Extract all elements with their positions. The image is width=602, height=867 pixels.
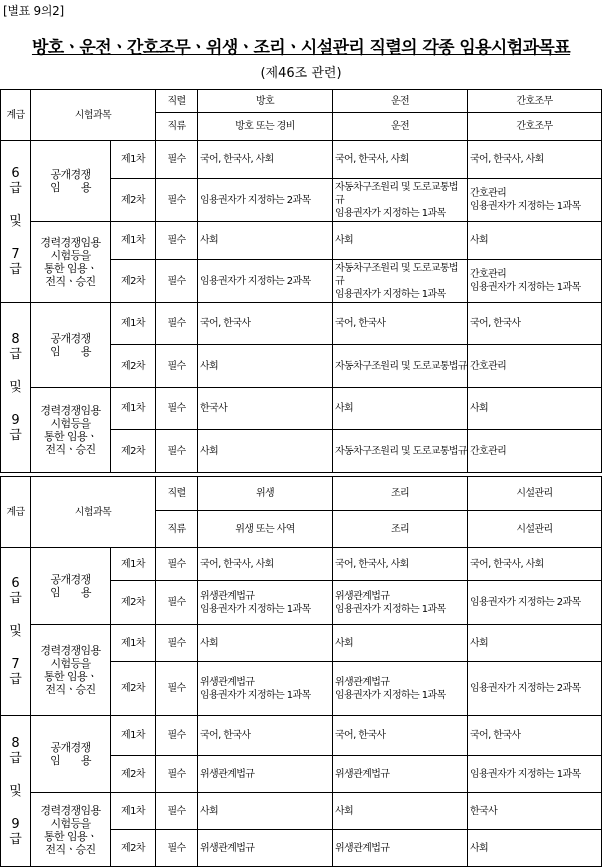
subject-cell: 국어, 한국사, 사회 <box>468 548 602 581</box>
selection-text: 전직ㆍ승진 <box>45 443 96 456</box>
grade-text: 및 <box>9 214 22 229</box>
subject-cell: 국어, 한국사, 사회 <box>198 548 333 581</box>
grade-text: 및 <box>9 783 22 799</box>
subject-cell: 자동차구조원리 및 도로교통법규 <box>333 345 468 388</box>
round-cell: 제2차 <box>111 830 156 867</box>
selection-text: 시험등을 <box>50 417 91 430</box>
subject-line: 임용권자가 지정하는 1과목 <box>470 282 581 293</box>
selection-text: 경력경쟁임용 <box>40 644 101 657</box>
round-cell: 제1차 <box>111 141 156 179</box>
selection-text: 경력경쟁임용 <box>40 404 101 417</box>
subject-cell: 국어, 한국사, 사회 <box>198 141 333 179</box>
round-cell: 제1차 <box>111 222 156 260</box>
career-competition-cell <box>31 388 111 473</box>
subject-line: 임용권자가 지정하는 1과목 <box>335 288 446 300</box>
series-header: 직렬 <box>156 90 198 113</box>
required-cell: 필수 <box>156 830 198 867</box>
subject-line: 간호관리 <box>470 188 507 199</box>
subject-cell <box>198 260 333 303</box>
subject-cell <box>333 581 468 625</box>
grade-text: 급 <box>9 428 22 443</box>
subject-cell: 위생관계법규 <box>333 830 468 867</box>
category-cell: 시설관리 <box>468 511 602 548</box>
round-cell: 제1차 <box>111 548 156 581</box>
round-cell: 제1차 <box>111 625 156 662</box>
subject-cell: 사회 <box>333 625 468 662</box>
subject-line: 위생관계법규 <box>335 590 390 602</box>
grade-cell-8-9 <box>1 716 31 867</box>
grade-text: 급 <box>9 347 22 362</box>
subject-cell: 국어, 한국사 <box>198 303 333 345</box>
selection-text: 전직ㆍ승진 <box>45 842 96 856</box>
open-competition-cell <box>31 303 111 388</box>
grade-text: 9 <box>11 816 20 832</box>
selection-text: 임 용 <box>50 181 91 194</box>
grade-text: 8 <box>11 735 20 751</box>
subject-cell <box>333 260 468 303</box>
subject-cell: 위생관계법규 <box>198 756 333 793</box>
subject-cell <box>468 581 602 625</box>
required-cell: 필수 <box>156 662 198 716</box>
grade-text: 급 <box>9 262 22 277</box>
subject-line: 임용권자가 지정하는 2과목 <box>470 683 581 694</box>
selection-text: 임 용 <box>50 345 91 358</box>
exam-subjects-table-2 <box>0 476 602 867</box>
selection-text: 공개경쟁 <box>50 168 91 181</box>
subject-line: 임용권자가 지정하는 1과목 <box>200 603 311 615</box>
open-competition-cell <box>31 548 111 625</box>
required-cell: 필수 <box>156 141 198 179</box>
selection-text: 임 용 <box>50 754 91 767</box>
grade-text: 급 <box>9 181 22 196</box>
subject-cell: 국어, 한국사, 사회 <box>333 548 468 581</box>
grade-text: 9 <box>11 413 20 428</box>
subject-cell <box>198 662 333 716</box>
subject-cell <box>468 662 602 716</box>
page-title: 방호ㆍ운전ㆍ간호조무ㆍ위생ㆍ조리ㆍ시설관리 직렬의 각종 임용시험과목표 <box>31 38 571 58</box>
round-cell: 제1차 <box>111 303 156 345</box>
subject-cell: 사회 <box>333 388 468 430</box>
subject-line: 자동차구조원리 및 도로교통법규 <box>335 181 458 206</box>
grade-header: 계급 <box>1 90 31 141</box>
grade-text: 7 <box>11 657 20 672</box>
grade-text: 7 <box>11 247 20 262</box>
grade-text: 급 <box>9 750 22 766</box>
subject-cell: 국어, 한국사 <box>198 716 333 756</box>
required-cell: 필수 <box>156 260 198 303</box>
selection-text: 공개경쟁 <box>50 573 91 586</box>
grade-text: 급 <box>9 591 22 606</box>
selection-text: 공개경쟁 <box>50 332 91 345</box>
required-cell: 필수 <box>156 430 198 473</box>
subject-cell: 한국사 <box>468 793 602 830</box>
subject-cell: 한국사 <box>198 388 333 430</box>
selection-text: 임 용 <box>50 586 91 599</box>
selection-text: 통한 임용ㆍ <box>43 829 98 843</box>
round-cell: 제2차 <box>111 581 156 625</box>
annex-reference: [별표 9의2] <box>3 4 64 18</box>
required-cell: 필수 <box>156 581 198 625</box>
grade-cell-6-7 <box>1 548 31 716</box>
subject-cell: 사회 <box>468 625 602 662</box>
subject-cell <box>198 581 333 625</box>
round-cell: 제1차 <box>111 716 156 756</box>
subject-cell: 국어, 한국사 <box>333 303 468 345</box>
series-cell: 방호 <box>198 90 333 113</box>
round-cell: 제2차 <box>111 756 156 793</box>
required-cell: 필수 <box>156 716 198 756</box>
selection-text: 통한 임용ㆍ <box>43 430 98 443</box>
grade-text: 급 <box>9 672 22 687</box>
subjects-header: 시험과목 <box>31 90 156 141</box>
selection-text: 시험등을 <box>50 249 91 262</box>
series-cell: 간호조무 <box>468 90 602 113</box>
series-cell: 운전 <box>333 90 468 113</box>
subject-cell <box>333 179 468 222</box>
required-cell: 필수 <box>156 756 198 793</box>
round-cell: 제2차 <box>111 345 156 388</box>
selection-text: 통한 임용ㆍ <box>43 670 98 683</box>
subject-cell <box>198 179 333 222</box>
subject-line: 임용권자가 지정하는 2과목 <box>200 275 311 287</box>
subject-line: 임용권자가 지정하는 1과목 <box>200 689 311 701</box>
subject-line: 위생관계법규 <box>335 676 390 688</box>
subject-cell: 사회 <box>198 222 333 260</box>
subject-line: 위생관계법규 <box>200 590 255 602</box>
grade-text: 6 <box>11 576 20 591</box>
career-competition-cell <box>31 793 111 867</box>
open-competition-cell <box>31 141 111 222</box>
subject-line: 위생관계법규 <box>200 676 255 688</box>
subject-cell <box>468 260 602 303</box>
subject-cell: 국어, 한국사, 사회 <box>468 141 602 179</box>
subject-cell: 사회 <box>333 222 468 260</box>
selection-text: 경력경쟁임용 <box>40 803 101 817</box>
subject-cell: 위생관계법규 <box>198 830 333 867</box>
required-cell: 필수 <box>156 793 198 830</box>
career-competition-cell <box>31 222 111 303</box>
grade-cell-8-9 <box>1 303 31 473</box>
subject-cell: 사회 <box>198 793 333 830</box>
subject-cell: 국어, 한국사 <box>468 716 602 756</box>
subject-line: 자동차구조원리 및 도로교통법규 <box>335 262 458 287</box>
grade-text: 및 <box>9 380 22 395</box>
selection-text: 경력경쟁임용 <box>40 236 101 249</box>
subjects-header: 시험과목 <box>31 477 156 548</box>
grade-text: 및 <box>9 624 22 639</box>
subject-cell: 사회 <box>468 388 602 430</box>
subject-cell: 국어, 한국사, 사회 <box>333 141 468 179</box>
subject-cell: 국어, 한국사 <box>333 716 468 756</box>
open-competition-cell <box>31 716 111 793</box>
subject-cell: 사회 <box>198 345 333 388</box>
selection-text: 전직ㆍ승진 <box>45 275 96 288</box>
subject-line: 간호관리 <box>470 269 507 280</box>
grade-cell-6-7 <box>1 141 31 303</box>
subject-cell: 간호관리 <box>468 345 602 388</box>
selection-text: 통한 임용ㆍ <box>43 262 98 275</box>
round-cell: 제1차 <box>111 388 156 430</box>
exam-subjects-table-1 <box>0 89 602 473</box>
round-cell: 제1차 <box>111 793 156 830</box>
round-cell: 제2차 <box>111 179 156 222</box>
category-cell: 간호조무 <box>468 113 602 141</box>
subject-cell: 국어, 한국사 <box>468 303 602 345</box>
selection-text: 공개경쟁 <box>50 741 91 754</box>
round-cell: 제2차 <box>111 662 156 716</box>
subject-cell: 사회 <box>468 830 602 867</box>
required-cell: 필수 <box>156 625 198 662</box>
subject-cell: 사회 <box>198 430 333 473</box>
required-cell: 필수 <box>156 388 198 430</box>
grade-text: 8 <box>11 332 20 347</box>
round-cell: 제2차 <box>111 430 156 473</box>
subject-line: 임용권자가 지정하는 2과목 <box>470 597 581 608</box>
career-competition-cell <box>31 625 111 716</box>
subject-cell: 위생관계법규 <box>333 756 468 793</box>
series-cell: 시설관리 <box>468 477 602 511</box>
subject-cell: 간호관리 <box>468 430 602 473</box>
subject-cell: 임용권자가 지정하는 1과목 <box>468 756 602 793</box>
round-cell: 제2차 <box>111 260 156 303</box>
subject-cell: 자동차구조원리 및 도로교통법규 <box>333 430 468 473</box>
subject-cell: 사회 <box>468 222 602 260</box>
category-header: 직류 <box>156 113 198 141</box>
category-header: 직류 <box>156 511 198 548</box>
required-cell: 필수 <box>156 548 198 581</box>
subject-line: 임용권자가 지정하는 2과목 <box>200 194 311 206</box>
subject-cell <box>333 662 468 716</box>
series-header: 직렬 <box>156 477 198 511</box>
subject-line: 임용권자가 지정하는 1과목 <box>470 201 581 212</box>
subject-cell: 사회 <box>333 793 468 830</box>
category-cell: 운전 <box>333 113 468 141</box>
selection-text: 시험등을 <box>50 816 91 830</box>
series-cell: 조리 <box>333 477 468 511</box>
grade-text: 6 <box>11 166 20 181</box>
category-cell: 위생 또는 사역 <box>198 511 333 548</box>
page-subtitle: (제46조 관련) <box>260 66 342 81</box>
selection-text: 전직ㆍ승진 <box>45 683 96 696</box>
selection-text: 시험등을 <box>50 657 91 670</box>
subject-line: 임용권자가 지정하는 1과목 <box>335 207 446 219</box>
subject-line: 임용권자가 지정하는 1과목 <box>335 603 446 615</box>
subject-line: 임용권자가 지정하는 1과목 <box>335 689 446 701</box>
subject-cell: 사회 <box>198 625 333 662</box>
subject-cell <box>468 179 602 222</box>
required-cell: 필수 <box>156 179 198 222</box>
grade-text: 급 <box>9 831 22 847</box>
required-cell: 필수 <box>156 222 198 260</box>
series-cell: 위생 <box>198 477 333 511</box>
category-cell: 조리 <box>333 511 468 548</box>
required-cell: 필수 <box>156 345 198 388</box>
required-cell: 필수 <box>156 303 198 345</box>
category-cell: 방호 또는 경비 <box>198 113 333 141</box>
grade-header: 계급 <box>1 477 31 548</box>
